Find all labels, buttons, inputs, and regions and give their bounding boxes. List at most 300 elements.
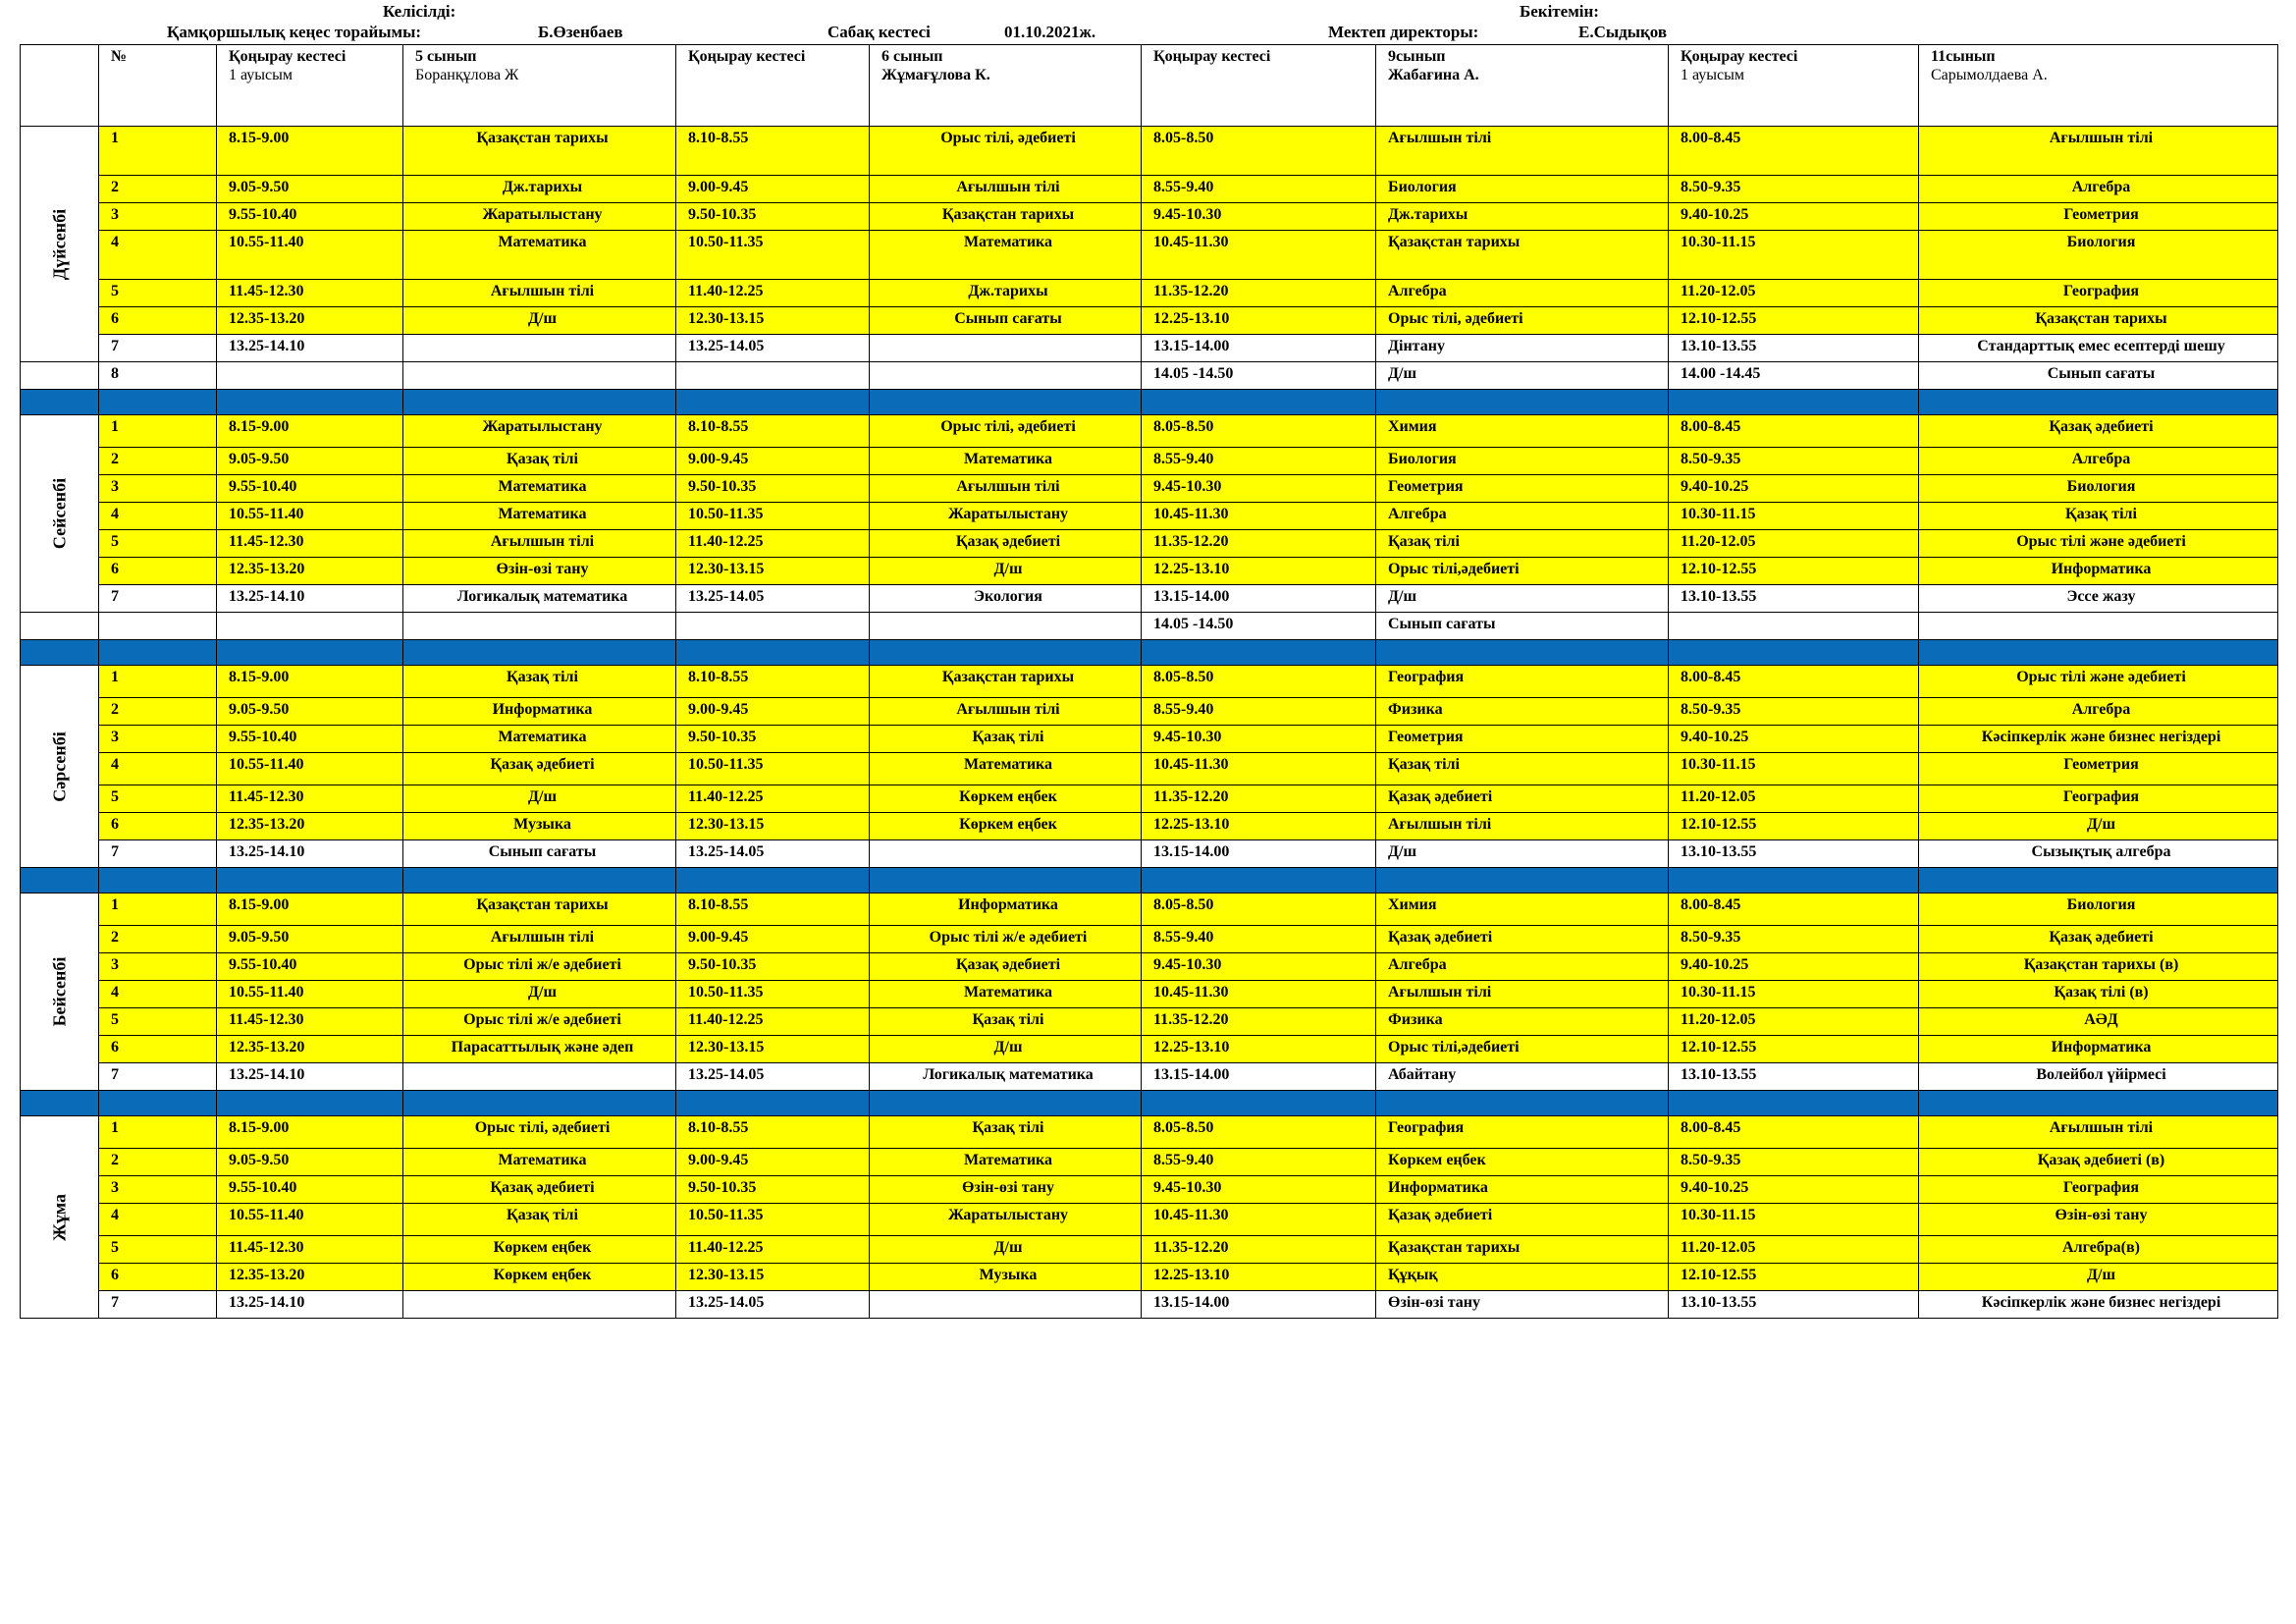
bell-time-6: 8.10-8.55 xyxy=(676,127,870,176)
bell-time-9: 8.05-8.50 xyxy=(1142,1116,1376,1149)
lesson-number: 7 xyxy=(99,840,217,868)
class-11-header: 11сынып Сарымолдаева А. xyxy=(1919,45,2278,127)
bell-time-5: 8.15-9.00 xyxy=(217,127,403,176)
bell-time-6: 8.10-8.55 xyxy=(676,666,870,698)
bell-time-9: 8.55-9.40 xyxy=(1142,1149,1376,1176)
day-name: Дүйсенбі xyxy=(49,208,69,280)
schedule-row xyxy=(21,558,2278,585)
schedule-row xyxy=(21,1176,2278,1204)
separator-cell xyxy=(21,868,99,893)
lesson-number: 6 xyxy=(99,1036,217,1063)
bell-time-6: 9.50-10.35 xyxy=(676,203,870,231)
bell-time-5: 9.05-9.50 xyxy=(217,926,403,953)
schedule-row xyxy=(21,613,2278,640)
subject-class-6: Өзін-өзі тану xyxy=(870,1176,1142,1204)
bell-time-6: 12.30-13.15 xyxy=(676,558,870,585)
schedule-row xyxy=(21,448,2278,475)
subject-class-11: Сызықтық алгебра xyxy=(1919,840,2278,868)
bell-time-9: 13.15-14.00 xyxy=(1142,1063,1376,1091)
bell-time-5: 8.15-9.00 xyxy=(217,666,403,698)
separator-cell xyxy=(99,640,217,666)
bell-time-11: 10.30-11.15 xyxy=(1669,1204,1919,1236)
day-separator xyxy=(21,1091,2278,1116)
subject-class-6: Қазақ тілі xyxy=(870,726,1142,753)
schedule-row xyxy=(21,503,2278,530)
lesson-number: 6 xyxy=(99,1264,217,1291)
separator-cell xyxy=(676,640,870,666)
bell-time-6 xyxy=(676,613,870,640)
subject-class-9: Қазақстан тарихы xyxy=(1376,231,1669,280)
subject-class-9: Сынып сағаты xyxy=(1376,613,1669,640)
day-label-cell xyxy=(21,666,99,868)
class-6-header: 6 сынып Жұмағұлова К. xyxy=(870,45,1142,127)
bell-time-9: 10.45-11.30 xyxy=(1142,1204,1376,1236)
lesson-number: 5 xyxy=(99,1008,217,1036)
bell-time-11: 11.20-12.05 xyxy=(1669,280,1919,307)
lesson-number: 7 xyxy=(99,1291,217,1319)
subject-class-9: Алгебра xyxy=(1376,503,1669,530)
bell-time-9: 12.25-13.10 xyxy=(1142,307,1376,335)
schedule-row xyxy=(21,753,2278,785)
lesson-number: 1 xyxy=(99,666,217,698)
subject-class-9: Дінтану xyxy=(1376,335,1669,362)
subject-class-11: Алгебра xyxy=(1919,698,2278,726)
bell-time-9: 10.45-11.30 xyxy=(1142,981,1376,1008)
subject-class-5: Қазақ тілі xyxy=(403,448,676,475)
separator-cell xyxy=(870,1091,1142,1116)
separator-cell xyxy=(1376,868,1669,893)
subject-class-11: География xyxy=(1919,1176,2278,1204)
subject-class-6: Д/ш xyxy=(870,558,1142,585)
subject-class-11: Ағылшын тілі xyxy=(1919,1116,2278,1149)
bell-time-11: 13.10-13.55 xyxy=(1669,1291,1919,1319)
subject-class-9: Қазақ тілі xyxy=(1376,530,1669,558)
director-name: Е.Сыдықов xyxy=(1578,23,1668,41)
schedule-row xyxy=(21,362,2278,390)
bell-time-5: 10.55-11.40 xyxy=(217,753,403,785)
bell-time-11: 8.00-8.45 xyxy=(1669,1116,1919,1149)
schedule-row xyxy=(21,1116,2278,1149)
schedule-row xyxy=(21,1291,2278,1319)
schedule-row xyxy=(21,1204,2278,1236)
separator-cell xyxy=(99,1091,217,1116)
subject-class-6: Қазақстан тарихы xyxy=(870,203,1142,231)
bell-time-6: 10.50-11.35 xyxy=(676,503,870,530)
subject-class-5: Д/ш xyxy=(403,981,676,1008)
subject-class-6: Экология xyxy=(870,585,1142,613)
bell-time-6 xyxy=(676,362,870,390)
schedule-row xyxy=(21,530,2278,558)
subject-class-5: Орыс тілі, әдебиеті xyxy=(403,1116,676,1149)
subject-class-9: Геометрия xyxy=(1376,726,1669,753)
bell-time-11: 11.20-12.05 xyxy=(1669,1008,1919,1036)
lesson-number: 5 xyxy=(99,785,217,813)
bell-time-9: 13.15-14.00 xyxy=(1142,585,1376,613)
subject-class-5: Қазақстан тарихы xyxy=(403,893,676,926)
subject-class-6: Көркем еңбек xyxy=(870,813,1142,840)
num-header: № xyxy=(99,45,217,127)
bell-time-5: 9.55-10.40 xyxy=(217,953,403,981)
subject-class-9: Абайтану xyxy=(1376,1063,1669,1091)
schedule-row xyxy=(21,307,2278,335)
director-label: Мектеп директоры: xyxy=(1328,23,1479,41)
lesson-number: 2 xyxy=(99,448,217,475)
bell-time-11 xyxy=(1669,613,1919,640)
day-label-cell xyxy=(21,1116,99,1319)
day-separator xyxy=(21,640,2278,666)
bell-time-11: 13.10-13.55 xyxy=(1669,585,1919,613)
bell-time-6: 9.50-10.35 xyxy=(676,475,870,503)
bell-time-5: 13.25-14.10 xyxy=(217,840,403,868)
separator-cell xyxy=(1669,868,1919,893)
bell-time-6: 12.30-13.15 xyxy=(676,813,870,840)
bell-time-6: 9.50-10.35 xyxy=(676,1176,870,1204)
bell-time-5: 12.35-13.20 xyxy=(217,1036,403,1063)
subject-class-5: Музыка xyxy=(403,813,676,840)
bell-time-6: 13.25-14.05 xyxy=(676,840,870,868)
bell-time-6: 12.30-13.15 xyxy=(676,1264,870,1291)
subject-class-6: Қазақ тілі xyxy=(870,1116,1142,1149)
schedule-row xyxy=(21,1149,2278,1176)
bell-time-5: 11.45-12.30 xyxy=(217,280,403,307)
subject-class-11: Геометрия xyxy=(1919,203,2278,231)
subject-class-5: Парасаттылық және әдеп xyxy=(403,1036,676,1063)
bell-time-9: 13.15-14.00 xyxy=(1142,840,1376,868)
schedule-row xyxy=(21,666,2278,698)
agreed-label: Келісілді: xyxy=(383,2,456,21)
subject-class-6: Орыс тілі, әдебиеті xyxy=(870,127,1142,176)
separator-cell xyxy=(99,390,217,415)
subject-class-11: Биология xyxy=(1919,893,2278,926)
subject-class-5: Логикалық математика xyxy=(403,585,676,613)
subject-class-9: Көркем еңбек xyxy=(1376,1149,1669,1176)
separator-cell xyxy=(1376,390,1669,415)
bell-time-11: 14.00 -14.45 xyxy=(1669,362,1919,390)
bell-time-11: 11.20-12.05 xyxy=(1669,530,1919,558)
bell-time-6: 11.40-12.25 xyxy=(676,280,870,307)
schedule-row xyxy=(21,203,2278,231)
subject-class-11: Биология xyxy=(1919,475,2278,503)
bell-time-11: 12.10-12.55 xyxy=(1669,813,1919,840)
subject-class-9: Д/ш xyxy=(1376,362,1669,390)
subject-class-9: Д/ш xyxy=(1376,585,1669,613)
subject-class-11: Қазақ әдебиеті xyxy=(1919,415,2278,448)
subject-class-11: Биология xyxy=(1919,231,2278,280)
subject-class-6: Логикалық математика xyxy=(870,1063,1142,1091)
separator-cell xyxy=(1919,868,2278,893)
schedule-row xyxy=(21,1236,2278,1264)
subject-class-11: Қазақстан тарихы xyxy=(1919,307,2278,335)
separator-cell xyxy=(676,868,870,893)
lesson-number: 4 xyxy=(99,503,217,530)
day-name: Жұма xyxy=(49,1193,69,1241)
subject-class-11: Сынып сағаты xyxy=(1919,362,2278,390)
day-label-cell xyxy=(21,613,99,640)
council-name: Б.Өзенбаев xyxy=(538,23,623,41)
lesson-number: 7 xyxy=(99,335,217,362)
subject-class-6: Математика xyxy=(870,448,1142,475)
bell-time-9: 8.05-8.50 xyxy=(1142,666,1376,698)
separator-cell xyxy=(403,640,676,666)
bell-time-6: 10.50-11.35 xyxy=(676,981,870,1008)
lesson-number: 6 xyxy=(99,307,217,335)
bell-time-5: 11.45-12.30 xyxy=(217,785,403,813)
separator-cell xyxy=(217,640,403,666)
subject-class-11: АӘД xyxy=(1919,1008,2278,1036)
bell-time-5: 11.45-12.30 xyxy=(217,1236,403,1264)
bell-time-5: 10.55-11.40 xyxy=(217,1204,403,1236)
bell-time-6: 13.25-14.05 xyxy=(676,585,870,613)
bell-time-11: 10.30-11.15 xyxy=(1669,981,1919,1008)
lesson-number: 3 xyxy=(99,1176,217,1204)
subject-class-11: Информатика xyxy=(1919,1036,2278,1063)
schedule-row xyxy=(21,335,2278,362)
separator-cell xyxy=(1919,1091,2278,1116)
bell-time-5: 9.55-10.40 xyxy=(217,203,403,231)
bell-time-5 xyxy=(217,613,403,640)
subject-class-6: Математика xyxy=(870,981,1142,1008)
subject-class-9: Алгебра xyxy=(1376,953,1669,981)
separator-cell xyxy=(676,390,870,415)
subject-class-5: Орыс тілі ж/е әдебиеті xyxy=(403,953,676,981)
subject-class-6: Орыс тілі, әдебиеті xyxy=(870,415,1142,448)
lesson-number: 8 xyxy=(99,362,217,390)
subject-class-11: Қазақ тілі xyxy=(1919,503,2278,530)
bell-time-11: 12.10-12.55 xyxy=(1669,1264,1919,1291)
schedule-row xyxy=(21,726,2278,753)
subject-class-6: Дж.тарихы xyxy=(870,280,1142,307)
schedule-row xyxy=(21,585,2278,613)
bell-time-11: 8.50-9.35 xyxy=(1669,926,1919,953)
subject-class-5: Қазақ әдебиеті xyxy=(403,1176,676,1204)
bell-time-11: 8.00-8.45 xyxy=(1669,893,1919,926)
subject-class-6: Музыка xyxy=(870,1264,1142,1291)
bell-time-5: 13.25-14.10 xyxy=(217,335,403,362)
bell-time-5: 12.35-13.20 xyxy=(217,1264,403,1291)
bell-time-9: 10.45-11.30 xyxy=(1142,753,1376,785)
lesson-number: 1 xyxy=(99,893,217,926)
subject-class-6: Қазақ тілі xyxy=(870,1008,1142,1036)
subject-class-11: География xyxy=(1919,280,2278,307)
day-header-cell xyxy=(21,45,99,127)
subject-class-5: Қазақстан тарихы xyxy=(403,127,676,176)
subject-class-5 xyxy=(403,613,676,640)
lesson-number: 4 xyxy=(99,753,217,785)
bell-time-11: 9.40-10.25 xyxy=(1669,475,1919,503)
subject-class-5: Орыс тілі ж/е әдебиеті xyxy=(403,1008,676,1036)
bell-time-5: 9.05-9.50 xyxy=(217,448,403,475)
bell-time-11: 12.10-12.55 xyxy=(1669,307,1919,335)
subject-class-9: Биология xyxy=(1376,448,1669,475)
class-5-header: 5 сынып Боранқұлова Ж xyxy=(403,45,676,127)
lesson-number: 4 xyxy=(99,981,217,1008)
bell-time-9: 14.05 -14.50 xyxy=(1142,362,1376,390)
bell-time-9: 11.35-12.20 xyxy=(1142,1008,1376,1036)
subject-class-5: Математика xyxy=(403,475,676,503)
subject-class-11 xyxy=(1919,613,2278,640)
subject-class-6 xyxy=(870,613,1142,640)
schedule-row xyxy=(21,840,2278,868)
subject-class-9: Қазақ әдебиеті xyxy=(1376,785,1669,813)
lesson-number: 4 xyxy=(99,1204,217,1236)
subject-class-11: Орыс тілі және әдебиеті xyxy=(1919,666,2278,698)
subject-class-5: Қазақ әдебиеті xyxy=(403,753,676,785)
bell-time-9: 9.45-10.30 xyxy=(1142,1176,1376,1204)
subject-class-11: Алгебра xyxy=(1919,448,2278,475)
subject-class-6: Жаратылыстану xyxy=(870,503,1142,530)
subject-class-9: Информатика xyxy=(1376,1176,1669,1204)
separator-cell xyxy=(1142,390,1376,415)
bell-time-5: 9.55-10.40 xyxy=(217,1176,403,1204)
schedule-row xyxy=(21,953,2278,981)
schedule-row xyxy=(21,1036,2278,1063)
schedule-table xyxy=(20,44,2278,1319)
subject-class-11: Орыс тілі және әдебиеті xyxy=(1919,530,2278,558)
separator-cell xyxy=(1669,640,1919,666)
schedule-row xyxy=(21,1063,2278,1091)
subject-class-5: Көркем еңбек xyxy=(403,1264,676,1291)
bell-time-5: 10.55-11.40 xyxy=(217,503,403,530)
bell-time-5: 9.05-9.50 xyxy=(217,698,403,726)
subject-class-5: Өзін-өзі тану xyxy=(403,558,676,585)
bell-time-11: 12.10-12.55 xyxy=(1669,558,1919,585)
schedule-row xyxy=(21,415,2278,448)
day-label-cell xyxy=(21,127,99,362)
bell-time-5: 9.55-10.40 xyxy=(217,726,403,753)
subject-class-11: Қазақстан тарихы (в) xyxy=(1919,953,2278,981)
schedule-row xyxy=(21,1264,2278,1291)
bell-time-9: 12.25-13.10 xyxy=(1142,558,1376,585)
subject-class-9: Орыс тілі, әдебиеті xyxy=(1376,307,1669,335)
bell-time-11: 8.50-9.35 xyxy=(1669,1149,1919,1176)
bell-time-6: 11.40-12.25 xyxy=(676,785,870,813)
lesson-number: 5 xyxy=(99,530,217,558)
subject-class-5: Ағылшын тілі xyxy=(403,926,676,953)
schedule-row xyxy=(21,981,2278,1008)
bell-time-6: 10.50-11.35 xyxy=(676,1204,870,1236)
subject-class-6: Математика xyxy=(870,231,1142,280)
subject-class-5: Математика xyxy=(403,503,676,530)
bell-time-6: 8.10-8.55 xyxy=(676,893,870,926)
subject-class-11: Кәсіпкерлік және бизнес негіздері xyxy=(1919,726,2278,753)
schedule-row xyxy=(21,893,2278,926)
subject-class-6: Д/ш xyxy=(870,1236,1142,1264)
subject-class-5: Жаратылыстану xyxy=(403,415,676,448)
schedule-row xyxy=(21,926,2278,953)
subject-class-6: Информатика xyxy=(870,893,1142,926)
subject-class-11: Д/ш xyxy=(1919,813,2278,840)
bell-time-5: 13.25-14.10 xyxy=(217,1063,403,1091)
subject-class-6: Қазақ әдебиеті xyxy=(870,953,1142,981)
separator-cell xyxy=(1142,640,1376,666)
separator-cell xyxy=(870,868,1142,893)
subject-class-5 xyxy=(403,335,676,362)
bell-time-5: 11.45-12.30 xyxy=(217,530,403,558)
bell-time-6: 9.00-9.45 xyxy=(676,1149,870,1176)
bell-time-9: 13.15-14.00 xyxy=(1142,335,1376,362)
subject-class-9: Қазақстан тарихы xyxy=(1376,1236,1669,1264)
bell-time-9: 12.25-13.10 xyxy=(1142,1036,1376,1063)
bell-time-9: 12.25-13.10 xyxy=(1142,813,1376,840)
bell-header-11: Қоңырау кестесі 1 ауысым xyxy=(1669,45,1919,127)
subject-class-11: Алгебра(в) xyxy=(1919,1236,2278,1264)
lesson-number: 2 xyxy=(99,698,217,726)
bell-time-6: 11.40-12.25 xyxy=(676,1236,870,1264)
subject-class-11: Кәсіпкерлік және бизнес негіздері xyxy=(1919,1291,2278,1319)
subject-class-11: Алгебра xyxy=(1919,176,2278,203)
lesson-number: 2 xyxy=(99,1149,217,1176)
bell-time-9: 10.45-11.30 xyxy=(1142,231,1376,280)
day-name: Сәрсенбі xyxy=(49,731,69,802)
day-separator xyxy=(21,390,2278,415)
separator-cell xyxy=(99,868,217,893)
bell-time-6: 9.00-9.45 xyxy=(676,448,870,475)
separator-cell xyxy=(1919,390,2278,415)
bell-time-9: 12.25-13.10 xyxy=(1142,1264,1376,1291)
bell-time-5 xyxy=(217,362,403,390)
subject-class-9: Физика xyxy=(1376,1008,1669,1036)
bell-time-6: 11.40-12.25 xyxy=(676,1008,870,1036)
separator-cell xyxy=(21,390,99,415)
separator-cell xyxy=(1919,640,2278,666)
bell-time-6: 13.25-14.05 xyxy=(676,1063,870,1091)
lesson-number: 4 xyxy=(99,231,217,280)
bell-time-5: 12.35-13.20 xyxy=(217,558,403,585)
bell-time-9: 11.35-12.20 xyxy=(1142,1236,1376,1264)
lesson-number: 7 xyxy=(99,1063,217,1091)
subject-class-6: Ағылшын тілі xyxy=(870,176,1142,203)
bell-time-11: 13.10-13.55 xyxy=(1669,840,1919,868)
subject-class-9: Орыс тілі,әдебиеті xyxy=(1376,558,1669,585)
day-name: Сейсенбі xyxy=(49,477,69,550)
bell-time-11: 11.20-12.05 xyxy=(1669,785,1919,813)
header-row xyxy=(21,45,2278,127)
bell-time-11: 11.20-12.05 xyxy=(1669,1236,1919,1264)
subject-class-9: Геометрия xyxy=(1376,475,1669,503)
bell-time-5: 12.35-13.20 xyxy=(217,307,403,335)
lesson-number: 3 xyxy=(99,475,217,503)
day-label-cell xyxy=(21,893,99,1091)
bell-time-11: 8.50-9.35 xyxy=(1669,448,1919,475)
subject-class-9: Қазақ әдебиеті xyxy=(1376,926,1669,953)
bell-time-11: 8.00-8.45 xyxy=(1669,415,1919,448)
bell-time-5: 11.45-12.30 xyxy=(217,1008,403,1036)
subject-class-11: Информатика xyxy=(1919,558,2278,585)
subject-class-11: Қазақ тілі (в) xyxy=(1919,981,2278,1008)
separator-cell xyxy=(1142,1091,1376,1116)
subject-class-5: Д/ш xyxy=(403,307,676,335)
bell-time-6: 9.50-10.35 xyxy=(676,726,870,753)
subject-class-11: Стандарттық емес есептерді шешу xyxy=(1919,335,2278,362)
bell-time-9: 8.05-8.50 xyxy=(1142,415,1376,448)
bell-time-6: 12.30-13.15 xyxy=(676,1036,870,1063)
subject-class-5 xyxy=(403,1063,676,1091)
bell-time-9: 8.05-8.50 xyxy=(1142,127,1376,176)
subject-class-11: Эссе жазу xyxy=(1919,585,2278,613)
subject-class-9: Ағылшын тілі xyxy=(1376,813,1669,840)
subject-class-9: География xyxy=(1376,1116,1669,1149)
schedule-row xyxy=(21,813,2278,840)
lesson-number: 1 xyxy=(99,127,217,176)
bell-time-9: 9.45-10.30 xyxy=(1142,953,1376,981)
subject-class-6 xyxy=(870,362,1142,390)
schedule-row xyxy=(21,475,2278,503)
separator-cell xyxy=(217,390,403,415)
subject-class-11: Қазақ әдебиеті xyxy=(1919,926,2278,953)
bell-header-9: Қоңырау кестесі xyxy=(1142,45,1376,127)
subject-class-9: Химия xyxy=(1376,893,1669,926)
bell-time-9: 9.45-10.30 xyxy=(1142,475,1376,503)
